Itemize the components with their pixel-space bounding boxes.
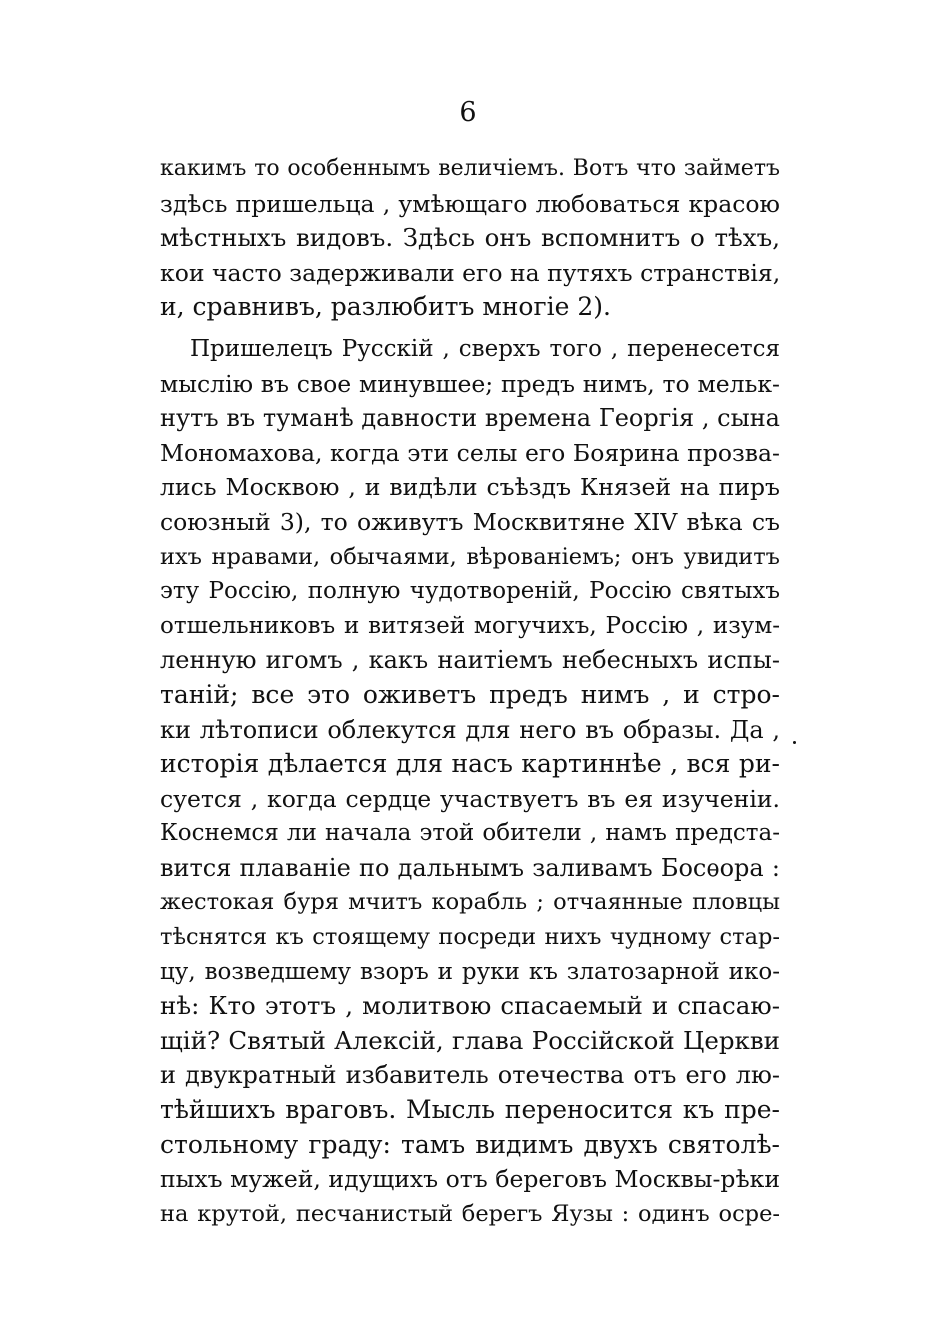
text-line: нѣ: Кто этотъ , молитвою спасаемый и спасаю- [160,991,780,1021]
page-number: 6 [459,97,477,128]
text-line: суется , когда сердце участвуетъ въ ея изученіи. [160,784,780,813]
text-line: таній; все это оживетъ предъ нимъ , и стро- [160,679,780,709]
text-line: стольному граду: тамъ видимъ двухъ святолѣ- [160,1129,780,1159]
text-line: нутъ въ туманѣ давности времена Георгія , сына [160,404,780,433]
text-line: щій? Святый Алексій, глава Россійской Церкви [160,1025,780,1055]
text-line: эту Россію, полную чудотвореній, Россію святыхъ [160,578,780,605]
text-line: Пришелецъ Русскій , сверхъ того , перенесется [190,335,780,362]
text-line: и двукратный избавитель отечества отъ его лю- [160,1061,780,1090]
text-line: Мономахова, когда эти селы его Боярина прозва- [160,438,780,467]
text-line: исторія дѣлается для насъ картиннѣе , вся ри- [160,749,780,779]
text-line: мѣстныхъ видовъ. Здѣсь онъ вспомнитъ о тѣхъ, [160,223,780,253]
text-line: жестокая буря мчитъ корабль ; отчаянные пловцы [160,889,780,916]
text-line: отшельниковъ и витязей могучихъ, Россію , изум- [160,612,780,639]
text-line: ки лѣтописи облекутся для него въ образы. Да , [160,715,780,744]
text-line: здѣсь пришельца , умѣющаго любоваться красою [160,189,780,218]
text-line: какимъ то особеннымъ величіемъ. Вотъ что займетъ [160,156,780,181]
ink-speck [793,741,796,744]
text-line: цу, возведшему взоръ и руки къ златозарной ико- [160,958,780,985]
text-line: лись Москвою , и видѣли съѣздъ Князей на пиръ [160,473,780,502]
text-line: на крутой, песчанистый берегъ Яузы : одинъ осре- [160,1200,780,1227]
text-line: кои часто задерживали его на путяхъ странствія, [160,258,781,287]
paragraph-2 [160,332,780,1231]
text-line: ихъ нравами, обычаями, вѣрованіемъ; онъ увидитъ [160,543,780,570]
text-line: пыхъ мужей, идущихъ отъ береговъ Москвы-рѣки [160,1165,780,1194]
text-line: Коснемся ли начала этой обители , намъ предста- [160,820,780,847]
text-line: и, сравнивъ, разлюбитъ многіе 2). [160,292,611,322]
body-text [160,152,780,1231]
text-line: мыслію въ свое минувшее; предъ нимъ, то мельк- [160,369,780,398]
text-line: тѣйшихъ враговъ. Мысль переносится къ пре- [160,1095,780,1125]
text-line: вится плаваніе по дальнымъ заливамъ Босѳора : [160,853,780,882]
paragraph-1 [160,152,780,325]
text-line: союзный 3), то оживутъ Москвитяне XIV вѣка съ [160,507,780,536]
text-line: тѣснятся къ стоящему посреди нихъ чудному стар- [160,924,780,951]
text-line: ленную игомъ , какъ наитіемъ небесныхъ испы- [160,646,780,675]
